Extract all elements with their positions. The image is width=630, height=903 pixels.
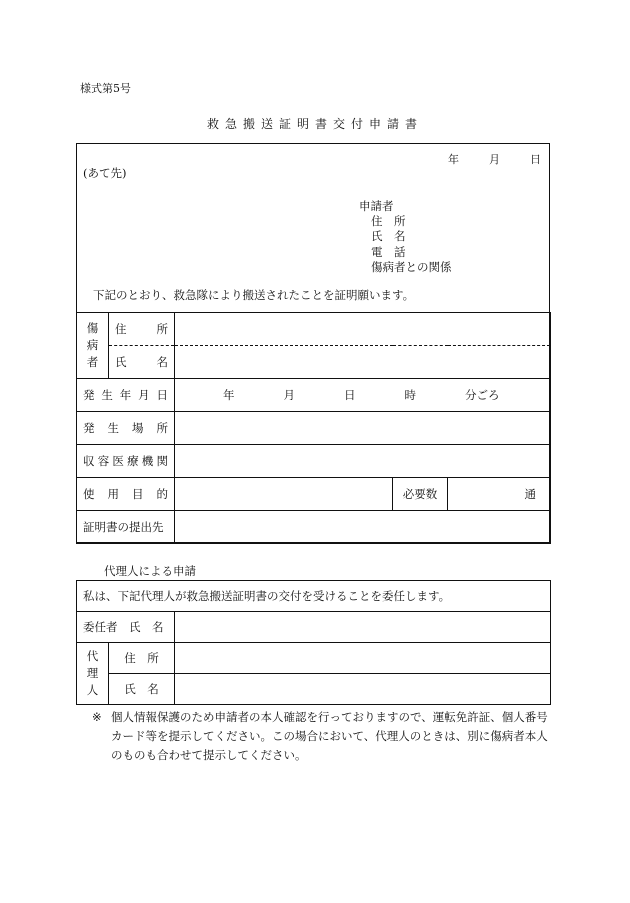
incident-table xyxy=(76,312,551,544)
applicant-heading: 申請者 xyxy=(359,199,394,213)
proxy-table xyxy=(76,580,551,705)
occurred-place-field[interactable] xyxy=(175,412,551,445)
month-label: 月 xyxy=(489,153,500,166)
agent-address-label: 住 所 xyxy=(109,643,175,674)
patient-address-field[interactable] xyxy=(175,313,551,346)
hospital-field[interactable] xyxy=(175,445,551,478)
patient-name-label: 氏 名 xyxy=(109,346,175,379)
occurred-datetime-label: 発 生 年 月 日 xyxy=(77,379,175,412)
required-count-field[interactable] xyxy=(448,478,551,511)
submit-to-field[interactable] xyxy=(175,511,551,544)
delegator-name-label: 委任者 氏 名 xyxy=(77,612,175,643)
applicant-relation-label: 傷病者との関係 xyxy=(371,259,452,274)
delegation-text: 私は、下記代理人が救急搬送証明書の交付を受けることを委任します。 xyxy=(77,581,551,612)
required-count-label: 必要数 xyxy=(393,478,448,511)
note-mark: ※ xyxy=(92,710,102,724)
occurred-datetime-field[interactable]: 年 月 日 時 分ごろ xyxy=(175,379,551,412)
proxy-heading: 代理人による申請 xyxy=(104,564,196,578)
agent-name-field[interactable] xyxy=(175,674,551,705)
agent-address-field[interactable] xyxy=(175,643,551,674)
applicant-name-label: 氏 名 xyxy=(371,229,406,244)
agent-name-label: 氏 名 xyxy=(109,674,175,705)
delegator-name-field[interactable] xyxy=(175,612,551,643)
patient-group-label: 傷 病 者 xyxy=(77,313,109,379)
date-line xyxy=(448,154,541,165)
submit-to-label: 証明書の提出先 xyxy=(77,511,175,544)
patient-name-field[interactable] xyxy=(175,346,551,379)
purpose-field[interactable] xyxy=(175,478,393,511)
application-form xyxy=(76,143,550,543)
year-label: 年 xyxy=(448,153,459,166)
applicant-address-label: 住 所 xyxy=(371,214,406,229)
occurred-place-label: 発 生 場 所 xyxy=(77,412,175,445)
purpose-label: 使 用 目 的 xyxy=(77,478,175,511)
copies-unit: 通 xyxy=(524,487,537,501)
addressee: (あて先) xyxy=(83,166,127,180)
applicant-info xyxy=(359,199,452,275)
patient-address-label: 住 所 xyxy=(109,313,175,346)
day-label: 日 xyxy=(530,153,541,166)
note-text: 個人情報保護のため申請者の本人確認を行っておりますので、運転免許証、個人番号カード等を提示してください。この場合において、代理人のときは、別に傷病者本人のものも合わせて提示してください。 xyxy=(111,710,548,762)
form-number: 様式第5号 xyxy=(80,82,131,95)
applicant-phone-label: 電 話 xyxy=(371,244,406,259)
agent-group-label: 代 理 人 xyxy=(77,643,109,705)
privacy-note xyxy=(92,708,552,765)
page-title: 救急搬送証明書交付申請書 xyxy=(206,117,423,131)
request-text: 下記のとおり、救急隊により搬送されたことを証明願います。 xyxy=(93,288,415,302)
hospital-label: 収 容 医 療 機 関 xyxy=(77,445,175,478)
